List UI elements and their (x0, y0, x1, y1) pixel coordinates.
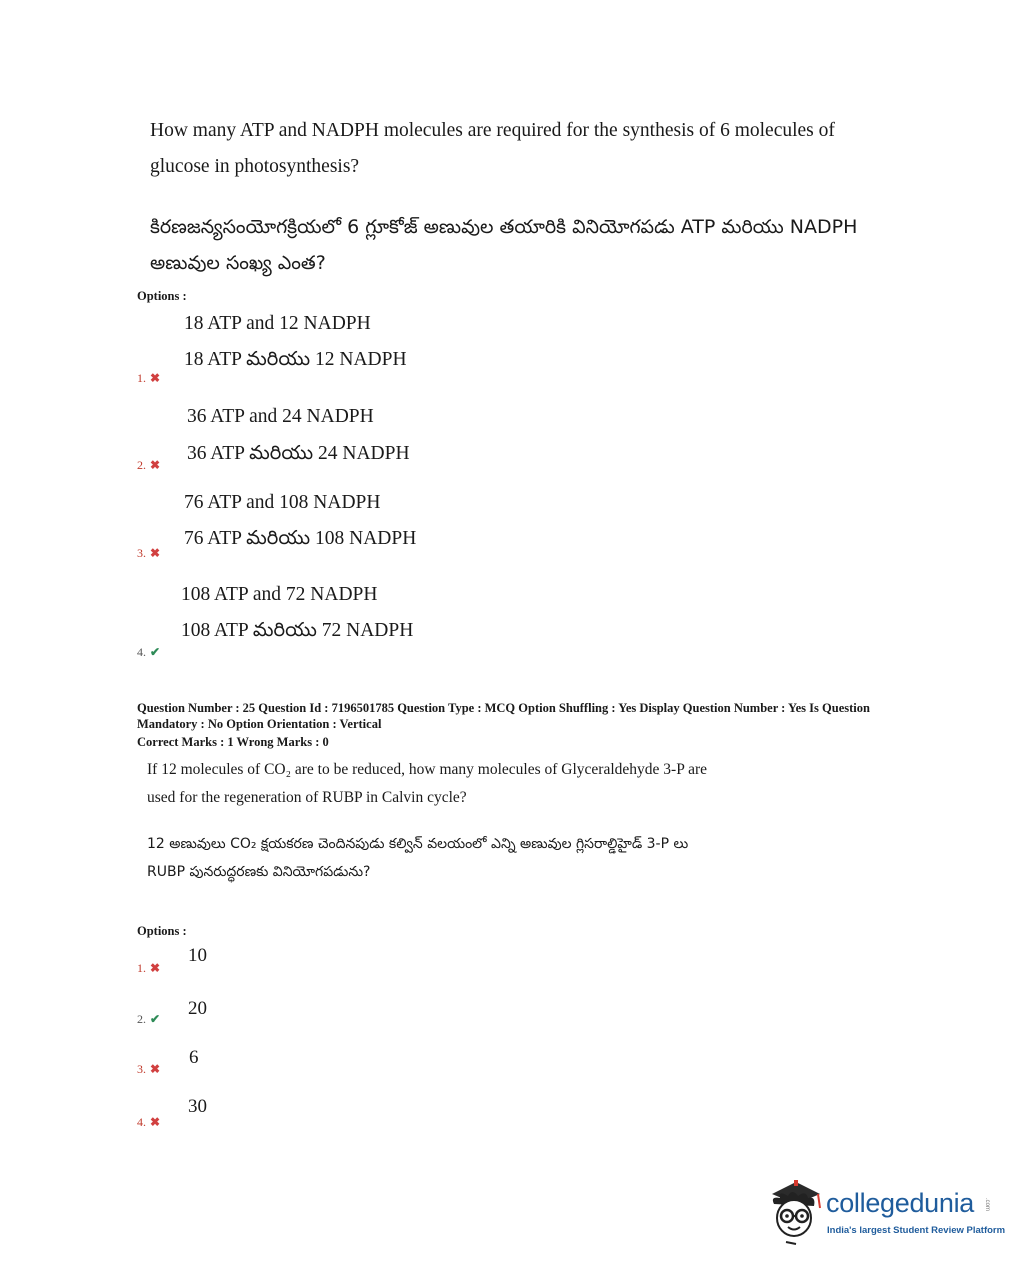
q1-option-3-telugu: 76 ATP మరియు 108 NADPH (184, 528, 417, 549)
collegedunia-logo[interactable] (766, 1176, 1006, 1248)
q1-text-line2: glucose in photosynthesis? (150, 156, 360, 177)
q1-option-1-number (137, 371, 160, 386)
wrong-mark-icon: ✖ (150, 961, 161, 975)
q1-option-3-number (137, 546, 160, 561)
q2-meta-line3: Correct Marks : 1 Wrong Marks : 0 (137, 735, 329, 749)
brand-tagline: India's largest Student Review Platform (827, 1225, 1006, 1236)
wrong-mark-icon: ✖ (150, 546, 161, 560)
q2-option-3-number (137, 1062, 160, 1077)
q2-metadata (137, 700, 917, 750)
check-mark-icon: ✔ (150, 1012, 161, 1026)
q1-option-2-telugu: 36 ATP మరియు 24 NADPH (187, 443, 410, 464)
q1-option-4-english: 108 ATP and 72 NADPH (181, 584, 378, 605)
q2-option-1-number (137, 961, 160, 976)
option-number: 1. (137, 961, 146, 975)
q2-meta-line1: Question Number : 25 Question Id : 7196501785 Question Type : MCQ Option Shuffling : Yes Display Question Number : Yes Is Question (137, 701, 870, 715)
q1-option-3-english: 76 ATP and 108 NADPH (184, 492, 381, 513)
q2-text-line1: If 12 molecules of CO₂ are to be reduced, how many molecules of Glyceraldehyde 3-P are (147, 761, 708, 778)
q2-option-3-value: 6 (189, 1047, 199, 1068)
wrong-mark-icon: ✖ (150, 1115, 161, 1129)
q1-option-1-english: 18 ATP and 12 NADPH (184, 313, 371, 334)
q1-option-4-telugu: 108 ATP మరియు 72 NADPH (181, 620, 414, 641)
q1-telugu-line2: అణువుల సంఖ్య ఎంత? (150, 252, 326, 274)
wrong-mark-icon: ✖ (150, 371, 161, 385)
q2-meta-line2: Mandatory : No Option Orientation : Vertical (137, 717, 382, 731)
brand-dotcom: .com (984, 1198, 990, 1212)
option-number: 2. (137, 1012, 146, 1026)
option-number: 3. (137, 1062, 146, 1076)
q1-telugu-line1: కిరణజన్యసంయోగక్రియలో 6 గ్లూకోజ్ అణువుల తయారికి వినియోగపడు ATP మరియు NADPH (150, 216, 858, 238)
q1-option-1-telugu: 18 ATP మరియు 12 NADPH (184, 349, 407, 370)
q2-telugu-line1: 12 అణువులు CO₂ క్షయకరణ చెందినపుడు కల్విన్ వలయంలో ఎన్ని అణువుల గ్లిసరాల్డిహైడ్ 3-P లు (147, 836, 689, 852)
option-number: 4. (137, 1115, 146, 1129)
option-number: 4. (137, 645, 146, 659)
q2-options-label: Options : (137, 924, 187, 938)
q1-option-2-number (137, 458, 160, 473)
wrong-mark-icon: ✖ (150, 458, 161, 472)
q2-text-line2: used for the regeneration of RUBP in Calvin cycle? (147, 789, 467, 806)
q2-telugu-line2: RUBP పునరుద్ధరణకు వినియోగపడును? (147, 864, 371, 880)
option-number: 1. (137, 371, 146, 385)
check-mark-icon: ✔ (150, 645, 161, 659)
q1-option-4-number (137, 645, 160, 660)
q2-option-2-value: 20 (188, 998, 207, 1019)
wrong-mark-icon: ✖ (150, 1062, 161, 1076)
option-number: 3. (137, 546, 146, 560)
brand-name: collegedunia (826, 1188, 975, 1218)
q2-option-4-value: 30 (188, 1096, 207, 1117)
mascot-icon (766, 1176, 824, 1246)
q2-option-1-value: 10 (188, 945, 207, 966)
q2-option-2-number (137, 1012, 160, 1027)
q2-option-4-number (137, 1115, 160, 1130)
q1-option-2-english: 36 ATP and 24 NADPH (187, 406, 374, 427)
option-number: 2. (137, 458, 146, 472)
q1-options-label: Options : (137, 289, 187, 303)
q1-text-line1: How many ATP and NADPH molecules are required for the synthesis of 6 molecules of (150, 120, 835, 141)
